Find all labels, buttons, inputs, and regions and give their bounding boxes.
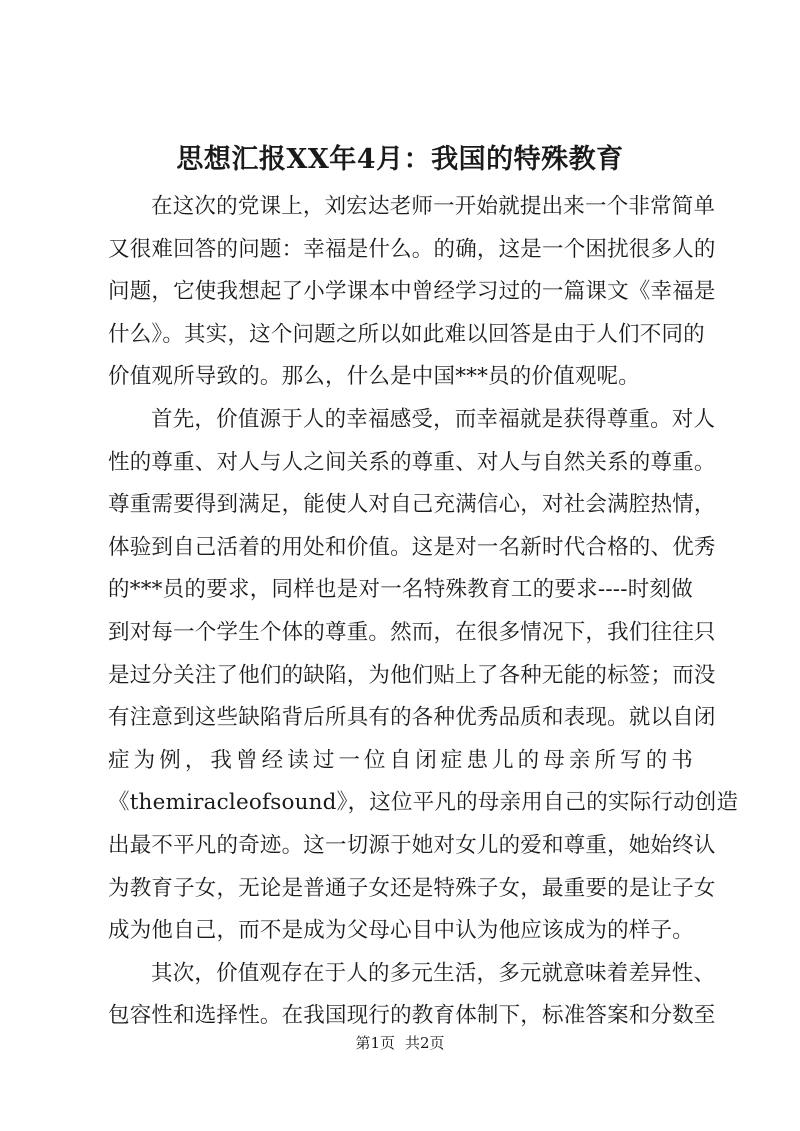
body-text-line: 是过分关注了他们的缺陷，为他们贴上了各种无能的标签；而没 bbox=[108, 662, 716, 688]
body-text-line: 性的尊重、对人与人之间关系的尊重、对人与自然关系的尊重。 bbox=[108, 449, 716, 475]
body-text-line: 什么》。其实，这个问题之所以如此难以回答是由于人们不同的 bbox=[108, 321, 705, 347]
body-text-line: 有注意到这些缺陷背后所具有的各种优秀品质和表现。就以自闭 bbox=[108, 705, 716, 731]
body-text-line: 为教育子女，无论是普通子女还是特殊子女，最重要的是让子女 bbox=[108, 875, 716, 901]
document-body bbox=[108, 186, 739, 1038]
body-text-line: 首先，价值源于人的幸福感受，而幸福就是获得尊重。对人 bbox=[151, 406, 716, 432]
body-text-line: 体验到自己活着的用处和价值。这是对一名新时代合格的、优秀 bbox=[108, 534, 716, 560]
body-text-line: 的***员的要求，同样也是对一名特殊教育工的要求----时刻做 bbox=[108, 577, 693, 603]
body-text-line: 其次，价值观存在于人的多元生活，多元就意味着差异性、 bbox=[151, 960, 716, 986]
body-text-line: 包容性和选择性。在我国现行的教育体制下，标准答案和分数至 bbox=[108, 1003, 716, 1029]
page-footer bbox=[0, 1033, 800, 1053]
body-text-line: 《themiracleofsound》，这位平凡的母亲用自己的实际行动创造 bbox=[108, 790, 739, 816]
body-text-line: 到对每一个学生个体的尊重。然而，在很多情况下，我们往往只 bbox=[108, 619, 716, 645]
body-text-line: 问题，它使我想起了小学课本中曾经学习过的一篇课文《幸福是 bbox=[108, 279, 716, 305]
body-text-line: 尊重需要得到满足，能使人对自己充满信心，对社会满腔热情， bbox=[108, 492, 716, 518]
body-text-line: 价值观所导致的。那么，什么是中国***员的价值观呢。 bbox=[108, 364, 640, 390]
body-text-line: 症为例，我曾经读过一位自闭症患儿的母亲所写的书 bbox=[108, 747, 693, 773]
page-number: 第1页 bbox=[355, 1034, 395, 1052]
page-total: 共2页 bbox=[405, 1034, 445, 1052]
body-text-line: 出最不平凡的奇迹。这一切源于她对女儿的爱和尊重，她始终认 bbox=[108, 832, 716, 858]
body-text-line: 又很难回答的问题：幸福是什么。的确，这是一个困扰很多人的 bbox=[108, 236, 716, 262]
body-text-line: 在这次的党课上，刘宏达老师一开始就提出来一个非常简单 bbox=[151, 194, 716, 219]
body-text-line: 成为他自己，而不是成为父母心目中认为他应该成为的样子。 bbox=[108, 918, 694, 944]
document-title: 思想汇报XX年4月：我国的特殊教育 bbox=[176, 144, 624, 175]
